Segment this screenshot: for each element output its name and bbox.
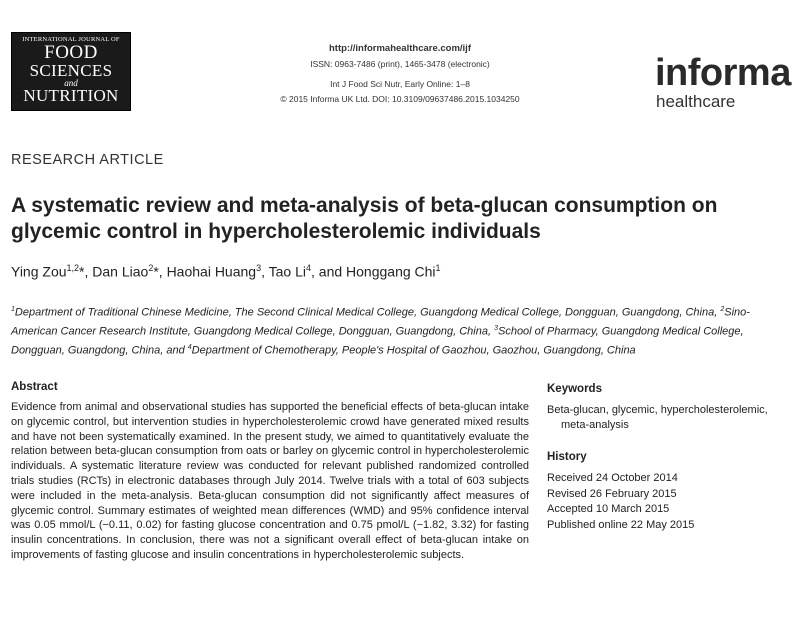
abstract-body: Evidence from animal and observational studies has supported the beneficial effects of beta-glucan intake on glycemic control, but intervention studies in hypercholesterolemic crowd have generated mixed results and have not been systematically examined. In the present study, we aimed to quantitatively evaluate the relation between beta-glucan consumption from oats or barley on glycemic control in hypercholesterolemic individuals. A systematic literature review was conducted for relevant published randomized controlled trials studies (RCTs) in electronic databases through July 2014. Twelve trials with a total of 603 subjects were included in the meta-analysis. Beta-glucan consumption did not significantly affect measures of glycemic control. Summary estimates of weighted mean differences (WMD) and 95% confidence interval was 0.05 mmol/L (−0.11, 0.02) for fasting glucose concentration and 0.75 pmol/L (−1.82, 3.32) for fasting insulin concentrations. In conclusion, there was not a significant overall effect of beta-glucan intake on improvements of fasting glucose and insulin concentrations in hypercholesterolemic subjects. [11, 401, 529, 561]
author-name: Dan Liao [92, 263, 149, 280]
affiliation-sup: 3 [494, 325, 498, 333]
keywords-heading: Keywords [547, 383, 602, 395]
author-name: Tao Li [268, 263, 306, 280]
abstract-heading: Abstract [11, 381, 58, 393]
journal-url[interactable]: http://informahealthcare.com/ijf [329, 43, 471, 54]
affiliation-text: Department of Chemotherapy, People's Hospital of Gaozhou, Gaozhou, Guangdong, China [191, 344, 636, 357]
affiliations [11, 302, 791, 359]
author-affil-sup: 1,2 [66, 263, 80, 273]
journal-logo [11, 32, 131, 111]
article-type: RESEARCH ARTICLE [11, 152, 164, 168]
affiliation-text: School of Pharmacy, Guangdong Medical College, Dongguan, Guangdong, China, and [11, 325, 744, 357]
publisher-logo [655, 53, 791, 111]
author-name: Honggang Chi [346, 263, 436, 280]
author-affil-sup: 1 [435, 263, 441, 273]
journal-logo-line-1: INTERNATIONAL JOURNAL OF [22, 36, 120, 43]
history-heading: History [547, 451, 587, 463]
journal-logo-line-5: NUTRITION [23, 86, 119, 105]
publisher-sub: healthcare [656, 92, 736, 111]
keywords-line-1: Beta-glucan, glycemic, hypercholesterolemic, [547, 404, 768, 416]
citation: Int J Food Sci Nutr, Early Online: 1–8 [330, 79, 470, 89]
keywords-line-2: meta-analysis [561, 419, 629, 431]
history-revised: Revised 26 February 2015 [547, 487, 677, 500]
author-list: Ying Zou$^{1,2}$*, Dan Liao$^2$*, Haohai Huang$^3$, Tao Li$^4$, and Honggang Chi$^1$ [11, 263, 441, 280]
history-list [547, 471, 694, 533]
copyright-doi: © 2015 Informa UK Ltd. DOI: 10.3109/09637486.2015.1034250 [280, 93, 520, 104]
affiliation-text: Sino-American Cancer Research Institute, Guangdong Medical College, Dongguan, Guangdong, China, [11, 306, 750, 338]
publisher-name: informa [655, 52, 791, 94]
author-name: Haohai Huang [166, 263, 257, 280]
author-affil-sup: 2 [148, 263, 154, 273]
history-accepted: Accepted 10 March 2015 [547, 503, 670, 516]
author-affil-sup: 3 [256, 263, 262, 273]
journal-logo-line-4: and [64, 78, 78, 88]
author-affil-sup: 4 [305, 263, 311, 273]
affiliation-text: Department of Traditional Chinese Medicine, The Second Clinical Medical College, Guangdong Medical College, Dongguan, Guangdong, China, [14, 306, 721, 319]
author-name: Ying Zou [11, 263, 67, 280]
keywords-list [547, 403, 797, 433]
author-mark: * [153, 263, 159, 280]
publication-info [240, 42, 560, 106]
affiliation-sup: 4 [187, 344, 192, 352]
issn: ISSN: 0963-7486 (print), 1465-3478 (electronic) [310, 58, 490, 69]
journal-logo-line-3: SCIENCES [29, 61, 113, 80]
journal-logo-line-2: FOOD [44, 42, 98, 63]
affiliation-sup: 2 [720, 306, 725, 313]
article-title: A systematic review and meta-analysis of beta-glucan consumption on glycemic control in hypercholesterolemic individuals [11, 194, 718, 243]
history-published: Published online 22 May 2015 [547, 518, 695, 531]
affiliation-sup: 1 [11, 306, 15, 313]
author-mark: * [79, 263, 85, 280]
history-received: Received 24 October 2014 [547, 472, 678, 484]
